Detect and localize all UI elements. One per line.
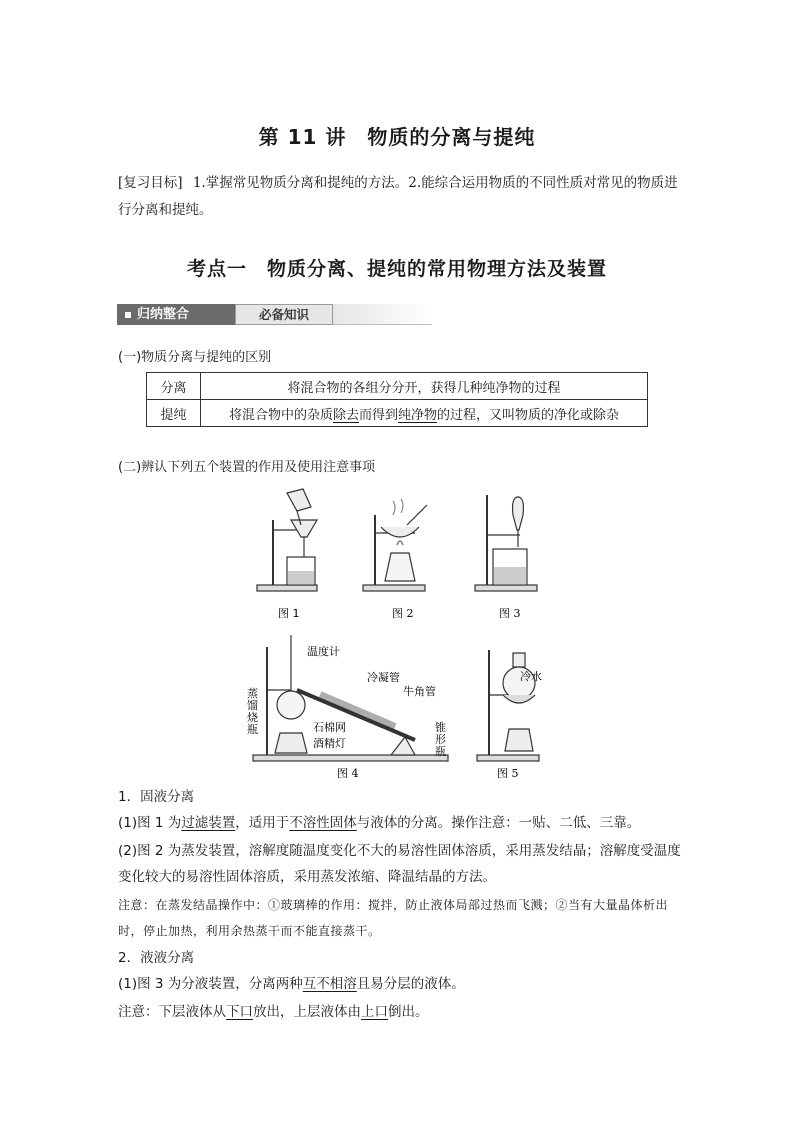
label-flask-2: 馏 xyxy=(247,699,258,712)
definition-table xyxy=(146,372,648,427)
label-adapter: 牛角管 xyxy=(403,685,436,698)
distillation-apparatus-icon xyxy=(253,635,448,761)
label-condenser: 冷凝管 xyxy=(367,671,400,684)
objective-tag: [复习目标] xyxy=(118,175,183,191)
section-title: 考点一 物质分离、提纯的常用物理方法及装置 xyxy=(186,258,607,280)
table-cell-term: 分离 xyxy=(147,373,201,400)
banner-fade xyxy=(333,304,432,325)
evaporation-apparatus-icon xyxy=(363,499,427,591)
section1-paragraph-2: (2)图 2 为蒸发装置，溶解度随温度变化不大的易溶性固体溶质，采用蒸发结晶；溶解度受温度变化较大的易溶性固体溶质，采用蒸发浓缩、降温结晶的方法。 xyxy=(118,843,681,885)
label-thermometer: 温度计 xyxy=(307,645,340,658)
label-flask-3: 烧 xyxy=(247,711,258,724)
label-conical-3: 瓶 xyxy=(435,745,446,758)
section1-note: 注意：在蒸发结晶操作中：①玻璃棒的作用：搅拌，防止液体局部过热而飞溅；②当有大量晶体析出时，停止加热，利用余热蒸干而不能直接蒸干。 xyxy=(118,898,669,938)
section2-paragraph-1: (1)图 3 为分液装置，分离两种互不相溶且易分层的液体。 xyxy=(118,976,465,992)
page-title: 第 11 讲 物质的分离与提纯 xyxy=(258,125,536,149)
section2-note: 注意：下层液体从下口放出，上层液体由上口倒出。 xyxy=(118,1004,429,1020)
fig-label-4: 图 4 xyxy=(337,767,359,780)
fig-label-3: 图 3 xyxy=(499,607,521,620)
table-cell-definition: 将混合物的各组分分开，获得几种纯净物的过程 xyxy=(201,373,648,400)
label-flask-4: 瓶 xyxy=(247,723,258,736)
objective-text: 1.掌握常见物质分离和提纯的方法。2.能综合运用物质的不同性质对常见的物质进行分离和提纯。 xyxy=(118,175,678,218)
section2-heading: 2．液液分离 xyxy=(118,950,195,966)
table-row xyxy=(147,373,648,400)
part2-heading: (二)辨认下列五个装置的作用及使用注意事项 xyxy=(118,460,376,475)
square-bullet-icon xyxy=(125,312,131,318)
label-cold-water: 冷水 xyxy=(520,670,542,683)
sublimation-apparatus-icon xyxy=(477,650,539,761)
table-cell-term: 提纯 xyxy=(147,400,201,427)
separatory-funnel-icon xyxy=(475,495,537,591)
banner-sub: 必备知识 xyxy=(235,304,333,325)
label-asbestos: 石棉网 xyxy=(313,721,346,734)
section1-paragraph-1: (1)图 1 为过滤装置，适用于不溶性固体与液体的分离。操作注意：一贴、二低、三靠。 xyxy=(118,815,641,831)
label-conical-2: 形 xyxy=(435,733,446,746)
fig-label-5: 图 5 xyxy=(497,767,519,780)
table-cell-definition: 将混合物中的杂质除去而得到纯净物的过程，又叫物质的净化或除杂 xyxy=(201,400,648,427)
fig-label-1: 图 1 xyxy=(278,607,300,620)
filtration-apparatus-icon xyxy=(257,489,317,591)
label-flask-1: 蒸 xyxy=(247,687,258,700)
part1-heading: (一)物质分离与提纯的区别 xyxy=(118,350,272,365)
section1-heading: 1．固液分离 xyxy=(118,789,195,805)
label-lamp: 酒精灯 xyxy=(313,737,346,750)
review-objective xyxy=(118,170,688,224)
apparatus-figures xyxy=(245,485,550,780)
table-row xyxy=(147,400,648,427)
banner-main: 归纳整合 xyxy=(117,304,235,325)
section-banner xyxy=(117,304,432,325)
fig-label-2: 图 2 xyxy=(392,607,414,620)
label-conical-1: 锥 xyxy=(435,721,446,734)
